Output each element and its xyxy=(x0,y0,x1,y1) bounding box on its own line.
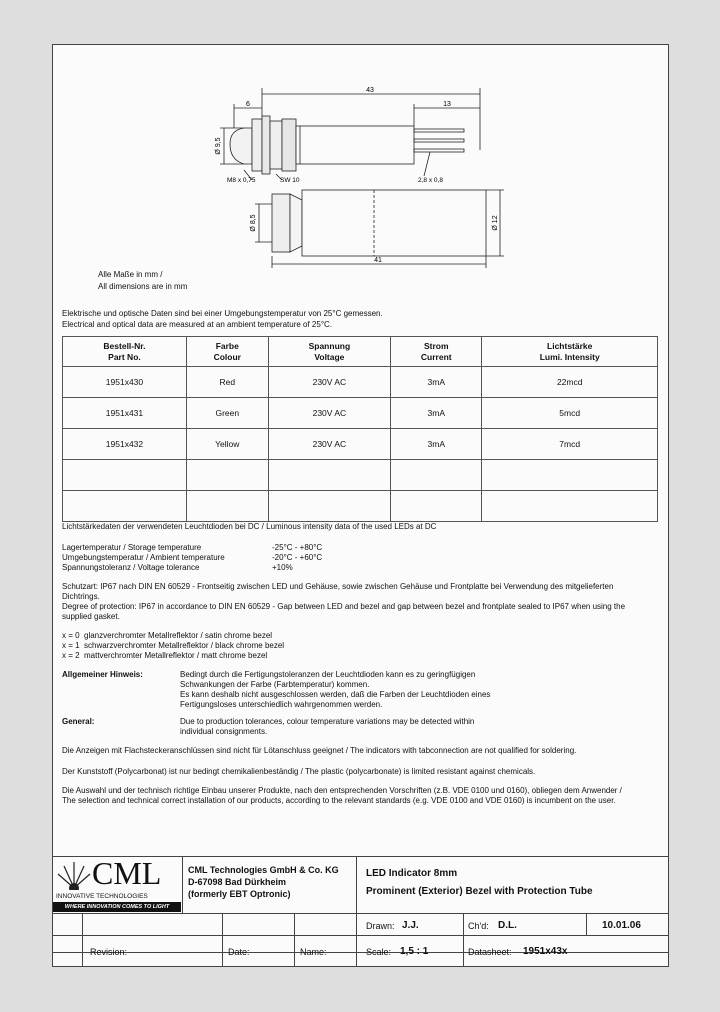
cell-current: 3mA xyxy=(391,398,482,429)
general-de-line: Fertigungsloses unterschiedlich wahrgenommen werden. xyxy=(180,700,383,709)
datasheet-value: 1951x43x xyxy=(523,946,568,957)
cell-current: 3mA xyxy=(391,367,482,398)
cell-current: 3mA xyxy=(391,429,482,460)
technical-drawing xyxy=(0,0,720,300)
note-plastic: Der Kunststoff (Polycarbonat) ist nur bedingt chemikalienbeständig / The plastic (polycarbonate) is limited resistant against chemicals. xyxy=(62,767,536,776)
lumi-note: Lichtstärkedaten der verwendeten Leuchtdioden bei DC / Luminous intensity data of the used LEDs at DC xyxy=(62,522,437,531)
general-de-line: Es kann deshalb nicht ausgeschlossen werden, daß die Farben der Leuchtdioden eines xyxy=(180,690,491,699)
cell-current xyxy=(391,491,482,522)
protection-en-1: Degree of protection: IP67 in accordance to DIN EN 60529 - Gap between LED and bezel and gap between bezel and frontplate sealed to IP67 when using the xyxy=(62,602,626,611)
scale-value: 1,5 : 1 xyxy=(400,946,429,957)
cell-intensity xyxy=(482,491,658,522)
finish-text: glanzverchromter Metallreflektor / satin chrome bezel xyxy=(84,631,273,640)
date-value: 10.01.06 xyxy=(602,920,641,931)
protection-de-2: Dichtrings. xyxy=(62,592,100,601)
dim-dia-front: Ø 9,5 xyxy=(215,137,222,155)
datasheet-label: Datasheet: xyxy=(468,947,512,957)
temp-label: Spannungstoleranz / Voltage tolerance xyxy=(62,563,200,572)
company-address: D-67098 Bad Dürkheim xyxy=(188,877,287,887)
cell-colour: Green xyxy=(186,398,268,429)
general-en-line: individual consignments. xyxy=(180,727,268,736)
cell-part-no: 1951x432 xyxy=(63,429,187,460)
cell-voltage xyxy=(268,460,391,491)
temp-value: -20°C - +60°C xyxy=(272,553,323,562)
intro-en: Electrical and optical data are measured at an ambient temperature of 25°C. xyxy=(62,320,333,329)
finish-text: schwarzverchromter Metallreflektor / black chrome bezel xyxy=(84,641,285,650)
header-current: Strom Current xyxy=(391,337,482,367)
table-row xyxy=(63,460,658,491)
temp-label: Umgebungstemperatur / Ambient temperature xyxy=(62,553,225,562)
cell-voltage: 230V AC xyxy=(268,367,391,398)
finish-text: mattverchromter Metallreflektor / matt chrome bezel xyxy=(84,651,268,660)
scale-label: Scale: xyxy=(366,947,392,957)
cell-colour: Yellow xyxy=(186,429,268,460)
chd-label: Ch'd: xyxy=(468,921,489,931)
note-install-de: Die Auswahl und der technisch richtige Einbau unserer Produkte, nach den entsprechenden Vorschriften (z.B. VDE 0100 und 0160), obliegen dem Anwender / xyxy=(62,786,622,795)
dim-length41: 41 xyxy=(374,257,382,264)
table-row xyxy=(63,491,658,522)
cell-part-no: 1951x430 xyxy=(63,367,187,398)
general-label-en: General: xyxy=(62,717,95,726)
general-en-line: Due to production tolerances, colour temperature variations may be detected within xyxy=(180,717,475,726)
temp-label: Lagertemperatur / Storage temperature xyxy=(62,543,202,552)
cell-intensity: 22mcd xyxy=(482,367,658,398)
spec-table xyxy=(62,336,658,522)
finish-code: x = 0 xyxy=(62,631,80,640)
dims-note-en: All dimensions are in mm xyxy=(98,282,188,291)
cell-intensity: 7mcd xyxy=(482,429,658,460)
dims-note-de: Alle Maße in mm / xyxy=(98,270,163,279)
dim-pins: 2,8 x 0,8 xyxy=(418,177,443,184)
intro-de: Elektrische und optische Daten sind bei einer Umgebungstemperatur von 25°C gemessen. xyxy=(62,309,383,318)
dim-thirteen: 13 xyxy=(443,101,451,108)
table-row xyxy=(63,398,658,429)
table-row xyxy=(63,367,658,398)
dim-dia-tube2: Ø 12 xyxy=(492,215,499,231)
chd-value: D.L. xyxy=(498,920,517,931)
header-voltage: Spannung Voltage xyxy=(268,337,391,367)
drawn-label: Drawn: xyxy=(366,921,395,931)
cell-voltage: 230V AC xyxy=(268,398,391,429)
temp-value: +10% xyxy=(272,563,293,572)
drawn-value: J.J. xyxy=(402,920,419,931)
dim-six: 6 xyxy=(246,101,250,108)
dim-total: 43 xyxy=(366,87,374,94)
dim-dia-tube: Ø 8,5 xyxy=(250,214,257,232)
product-subtitle: Prominent (Exterior) Bezel with Protection Tube xyxy=(366,886,593,897)
cell-part-no xyxy=(63,460,187,491)
finish-code: x = 2 xyxy=(62,651,80,660)
revision-label: Revision: xyxy=(90,947,128,957)
general-de-line: Schwankungen der Farbe (Farbtemperatur) kommen. xyxy=(180,680,370,689)
logo-sub: INNOVATIVE TECHNOLOGIES xyxy=(56,893,148,900)
cell-colour xyxy=(186,491,268,522)
cell-part-no xyxy=(63,491,187,522)
company-formerly: (formerly EBT Optronic) xyxy=(188,889,291,899)
date-label: Date: xyxy=(228,947,250,957)
logo-text: CML xyxy=(92,855,162,891)
cell-intensity xyxy=(482,460,658,491)
product-title: LED Indicator 8mm xyxy=(366,868,458,879)
logo-slogan: WHERE INNOVATION COMES TO LIGHT xyxy=(53,902,181,912)
header-colour: Farbe Colour xyxy=(186,337,268,367)
cml-logo-sunburst-icon xyxy=(56,860,92,890)
protection-en-2: supplied gasket. xyxy=(62,612,120,621)
general-label-de: Allgemeiner Hinweis: xyxy=(62,670,143,679)
note-flat-plug: Die Anzeigen mit Flachsteckeranschlüssen sind nicht für Lötanschluss geeignet / The indicators with tabconnection are not qualified for soldering. xyxy=(62,746,577,755)
dim-sw: SW 10 xyxy=(280,177,300,184)
name-label: Name: xyxy=(300,947,327,957)
general-de-line: Bedingt durch die Fertigungstoleranzen der Leuchtdioden kann es zu geringfügigen xyxy=(180,670,476,679)
cell-current xyxy=(391,460,482,491)
cell-part-no: 1951x431 xyxy=(63,398,187,429)
cell-voltage: 230V AC xyxy=(268,429,391,460)
header-intensity: Lichtstärke Lumi. Intensity xyxy=(482,337,658,367)
cell-voltage xyxy=(268,491,391,522)
finish-code: x = 1 xyxy=(62,641,80,650)
header-part-no: Bestell-Nr. Part No. xyxy=(63,337,187,367)
cell-colour: Red xyxy=(186,367,268,398)
table-header-row xyxy=(63,337,658,367)
company-name: CML Technologies GmbH & Co. KG xyxy=(188,865,339,875)
note-install-en: The selection and technical correct installation of our products, according to the relevant standards (e.g. VDE 0100 and VDE 0160) is incumbent on the user. xyxy=(62,796,616,805)
cell-intensity: 5mcd xyxy=(482,398,658,429)
dim-thread: M8 x 0,75 xyxy=(227,177,256,184)
temp-value: -25°C - +80°C xyxy=(272,543,323,552)
protection-de-1: Schutzart: IP67 nach DIN EN 60529 - Frontseitig zwischen LED und Gehäuse, sowie zwischen Gehäuse und Frontplatte bei Verwendung des mitgelieferten xyxy=(62,582,614,591)
cell-colour xyxy=(186,460,268,491)
table-row xyxy=(63,429,658,460)
